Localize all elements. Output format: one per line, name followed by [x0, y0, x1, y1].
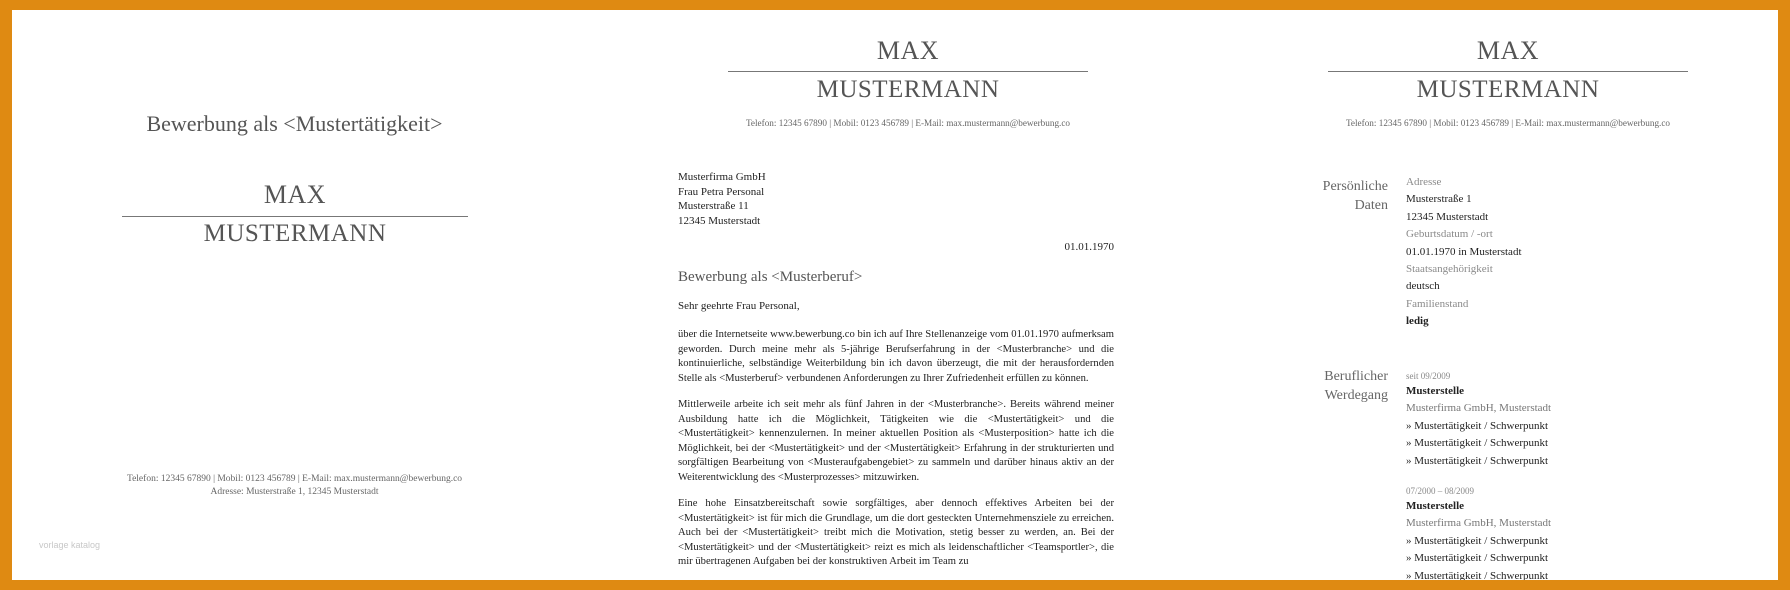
cover-first-name: MAX — [263, 180, 327, 209]
career-heading — [1192, 367, 1388, 405]
career-period: 07/2000 – 08/2009 — [1406, 486, 1475, 497]
cover-contact-block — [12, 473, 577, 498]
nationality-label: Staatsangehörigkeit — [1406, 263, 1493, 276]
letter-body — [678, 328, 1114, 580]
birth-value: 01.01.1970 in Musterstadt — [1406, 245, 1522, 258]
cv-last-name: MUSTERMANN — [1416, 76, 1600, 103]
cover-last-name: MUSTERMANN — [203, 220, 387, 247]
document-preview-frame — [12, 10, 1778, 580]
birth-label: Geburtsdatum / -ort — [1406, 228, 1493, 241]
career-bullet: » Mustertätigkeit / Schwerpunkt — [1406, 419, 1549, 432]
letter-name-divider — [728, 71, 1088, 72]
letter-date: 01.01.1970 — [1064, 241, 1114, 253]
cv-page — [1192, 10, 1778, 580]
cv-contact-line: Telefon: 12345 67890 | Mobil: 0123 456789 | E-Mail: max.mustermann@bewerbung.co — [1345, 118, 1671, 128]
career-period: seit 09/2009 — [1406, 371, 1451, 381]
cover-contact-line: Telefon: 12345 67890 | Mobil: 0123 456789 | E-Mail: max.mustermann@bewerbung.co — [126, 474, 463, 484]
address-line: Musterstraße 1 — [1406, 193, 1472, 206]
heading-line: Daten — [1354, 198, 1388, 213]
career-bullet: » Mustertätigkeit / Schwerpunkt — [1406, 534, 1549, 547]
cover-letter-page — [602, 10, 1192, 580]
cover-name-divider — [122, 216, 468, 217]
address-line: 12345 Musterstadt — [1406, 210, 1489, 223]
family-status-value: ledig — [1406, 315, 1429, 328]
career-bullet: » Mustertätigkeit / Schwerpunkt — [1406, 437, 1549, 450]
letter-first-name: MAX — [876, 36, 940, 65]
career-entry — [1406, 484, 1736, 580]
career-bullet: » Mustertätigkeit / Schwerpunkt — [1406, 454, 1549, 467]
heading-line: Werdegang — [1324, 388, 1388, 403]
recipient-line: Musterstraße 11 — [678, 200, 749, 212]
cover-page — [12, 10, 602, 580]
recipient-line: Frau Petra Personal — [678, 185, 765, 198]
cv-first-name: MAX — [1476, 36, 1540, 65]
entry-spacer — [1406, 470, 1736, 484]
recipient-line: Musterfirma GmbH — [678, 171, 766, 183]
letter-paragraph: über die Internetseite www.bewerbung.co bin ich auf Ihre Stellenanzeige vom 01.01.1970 aufmerksam geworden. Durch meine mehr als 5-jährige Berufserfahrung in der <Musterbranche> und die kontinuierliche, selbständige Weiterbildung bin ich davon überzeugt, die mit der herausfordernden Stelle als <Musterberuf> verbundenen Anforderungen zu Ihrer Zufriedenheit erfüllen zu können. — [678, 329, 1114, 384]
heading-line: Persönliche — [1322, 179, 1388, 194]
watermark: vorlage katalog — [39, 540, 101, 550]
cover-address-line: Adresse: Musterstraße 1, 12345 Musterstadt — [210, 486, 379, 497]
family-status-label: Familienstand — [1406, 297, 1469, 310]
personal-data-section — [1406, 174, 1736, 331]
letter-last-name: MUSTERMANN — [816, 76, 1000, 103]
career-section — [1406, 369, 1736, 580]
recipient-line: 12345 Musterstadt — [678, 214, 761, 227]
letter-salutation: Sehr geehrte Frau Personal, — [678, 300, 800, 312]
letter-paragraph: Eine hohe Einsatzbereitschaft sowie sorgfältiges, aber dennoch effektives Arbeiten bei der <Mustertätigkeit> ist für mich die Grundlage, um die dort gesteckten Unternehmensziele zu erreichen. Auch bei der <Mustertätigkeit> treibt mich die Motivation, stetig besser zu werden, an. Bei der <Mustertätigkeit> und der <Mustertätigkeit> reizt es mich als leidenschaftlicher <Teamsportler>, die mir übertragenen Aufgaben bei der konstruktiven Arbeit im Team zu — [678, 498, 1114, 567]
letter-paragraph: Mittlerweile arbeite ich seit mehr als fünf Jahren in der <Musterbranche>. Bereits während meiner Ausbildung hatte ich die Möglichkeit, Tätigkeiten wie die <Mustertätigkeit> und die <Mustertätigkeit> kennenzulernen. In meiner aktuellen Position als <Musterposition> hatte ich die Möglichkeit, bei der <Mustertätigkeit> und der <Mustertätigkeit> Erfahrung in der strukturierten und sorgfältigen Bearbeitung von <Musteraufgabengebiet> zu sammeln und darüber hinaus aktiv an der Weiterentwicklung des <Musterprozesses> mitzuwirken. — [678, 399, 1114, 483]
letter-subject: Bewerbung als <Musterberuf> — [678, 269, 863, 285]
career-bullet: » Mustertätigkeit / Schwerpunkt — [1406, 569, 1549, 580]
heading-line: Beruflicher — [1324, 369, 1388, 384]
letter-contact-line: Telefon: 12345 67890 | Mobil: 0123 456789 | E-Mail: max.mustermann@bewerbung.co — [745, 118, 1071, 128]
career-entry — [1406, 369, 1736, 470]
personal-data-heading — [1192, 177, 1388, 215]
cover-subject-title: Bewerbung als <Mustertätigkeit> — [146, 111, 443, 136]
career-position: Musterstelle — [1406, 385, 1465, 397]
nationality-value: deutsch — [1406, 280, 1440, 293]
career-position: Musterstelle — [1406, 500, 1465, 513]
cv-name-divider — [1328, 71, 1688, 72]
career-company: Musterfirma GmbH, Musterstadt — [1406, 517, 1552, 530]
address-label: Adresse — [1406, 176, 1442, 188]
career-company: Musterfirma GmbH, Musterstadt — [1406, 402, 1552, 415]
career-bullet: » Mustertätigkeit / Schwerpunkt — [1406, 552, 1549, 565]
recipient-address — [678, 170, 766, 228]
